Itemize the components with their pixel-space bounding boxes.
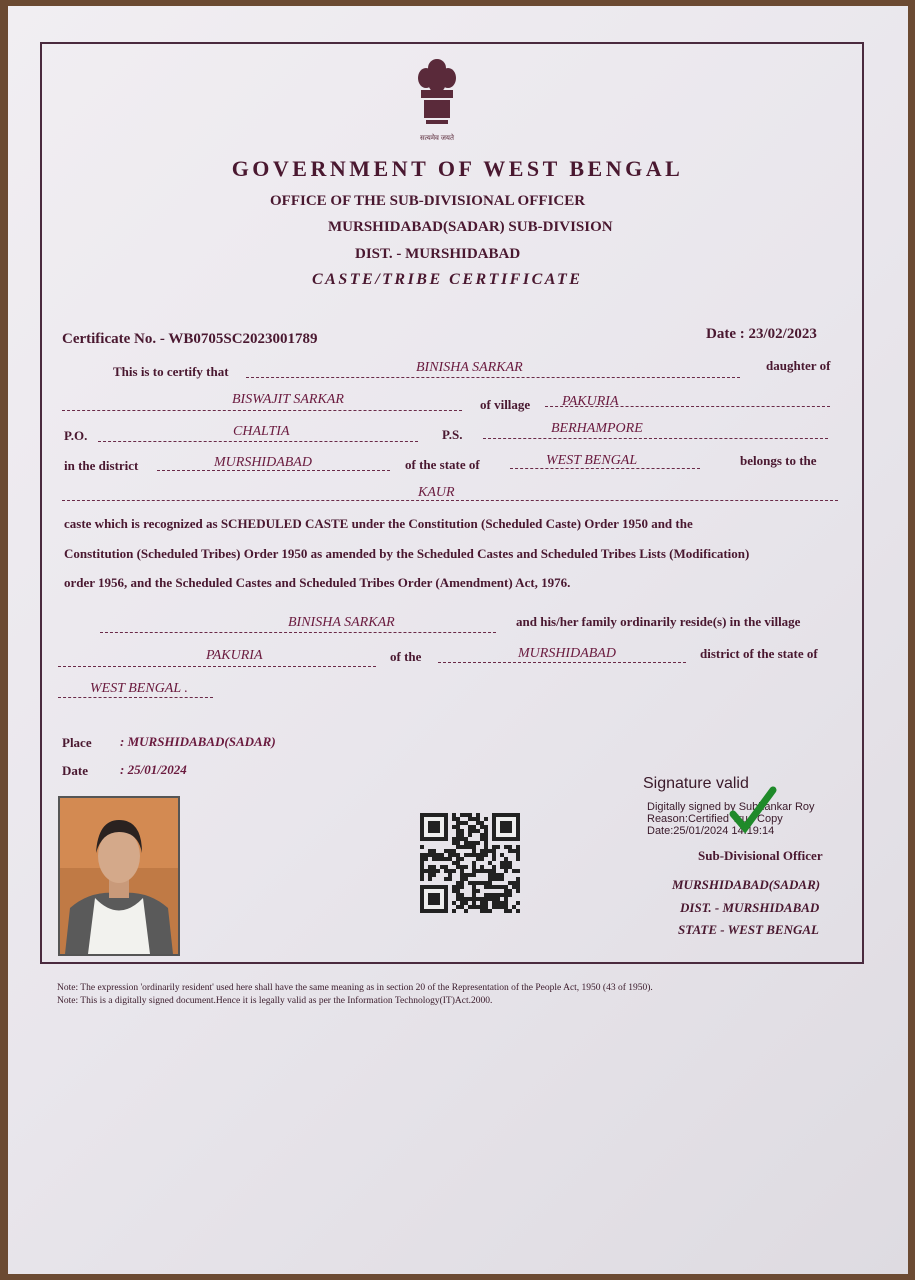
district-title: DIST. - MURSHIDABAD — [355, 246, 521, 262]
state-value: WEST BENGAL — [546, 453, 638, 468]
district-label: in the district — [64, 458, 139, 473]
parent-name: BISWAJIT SARKAR — [232, 392, 344, 407]
certify-label: This is to certify that — [113, 364, 229, 379]
note-2: Note: This is a digitally signed document.Hence it is legally valid as per the Information Technology(IT)Act.2000. — [57, 996, 493, 1006]
village-value-2: PAKURIA — [206, 648, 263, 663]
caste-value: KAUR — [418, 485, 455, 500]
holder-name-2: BINISHA SARKAR — [288, 615, 395, 630]
po-value: CHALTIA — [233, 424, 290, 439]
designation: Sub-Divisional Officer — [698, 848, 823, 863]
place-value: : MURSHIDABAD(SADAR) — [120, 734, 276, 749]
note-1: Note: The expression 'ordinarily resident' used here shall have the same meaning as in section 20 of the Representation of the People Act, 1950 (43 of 1950). — [57, 983, 653, 993]
holder-name: BINISHA SARKAR — [416, 360, 523, 375]
po-label: P.O. — [64, 428, 88, 443]
district-value: MURSHIDABAD — [214, 455, 312, 470]
emblem-motto: सत्यमेव जयते — [420, 134, 454, 142]
date-label: Date — [62, 763, 88, 778]
office-title: OFFICE OF THE SUB-DIVISIONAL OFFICER — [270, 193, 586, 209]
check-mark-icon — [725, 782, 780, 842]
relation-label: daughter of — [766, 358, 831, 373]
sign-reason: Reason:Certified True Copy — [647, 813, 783, 825]
para-line-2: Constitution (Scheduled Tribes) Order 1950 as amended by the Scheduled Castes and Scheduled Tribes Lists (Modification) — [64, 546, 750, 561]
national-emblem-icon — [412, 56, 462, 146]
signatory-district: DIST. - MURSHIDABAD — [680, 900, 820, 915]
place-label: Place — [62, 735, 92, 750]
subdivision-title: MURSHIDABAD(SADAR) SUB-DIVISION — [328, 219, 613, 235]
signatory-state: STATE - WEST BENGAL — [678, 922, 819, 937]
holder-photo — [58, 796, 180, 956]
para-line-3: order 1956, and the Scheduled Castes and Scheduled Tribes Order (Amendment) Act, 1976. — [64, 575, 571, 590]
date-value: : 25/01/2024 — [120, 762, 187, 777]
belongs-label: belongs to the — [740, 453, 817, 468]
sign-date: Date:25/01/2024 14:19:14 — [647, 825, 775, 837]
state-label: of the state of — [405, 457, 480, 472]
signatory-office: MURSHIDABAD(SADAR) — [672, 877, 821, 892]
district-value-2: MURSHIDABAD — [518, 646, 616, 661]
village-label: of village — [480, 397, 531, 412]
of-the-label: of the — [390, 649, 422, 664]
qr-code — [420, 813, 520, 913]
signature-valid-label: Signature valid — [643, 775, 749, 792]
reside-label: and his/her family ordinarily reside(s) in the village — [516, 614, 801, 629]
certificate-date: Date : 23/02/2023 — [706, 326, 817, 342]
document-title: CASTE/TRIBE CERTIFICATE — [312, 271, 583, 288]
certificate-number: Certificate No. - WB0705SC2023001789 — [62, 331, 318, 347]
ps-label: P.S. — [442, 427, 463, 442]
ps-value: BERHAMPORE — [551, 421, 643, 436]
para-line-1: caste which is recognized as SCHEDULED CASTE under the Constitution (Scheduled Caste) Order 1950 and the — [64, 516, 693, 531]
government-title: GOVERNMENT OF WEST BENGAL — [231, 156, 684, 181]
village-value: PAKURIA — [562, 394, 619, 409]
district-state-label: district of the state of — [700, 646, 818, 661]
signed-by: Digitally signed by Subhankar Roy — [647, 801, 815, 813]
state-value-2: WEST BENGAL . — [90, 681, 188, 696]
